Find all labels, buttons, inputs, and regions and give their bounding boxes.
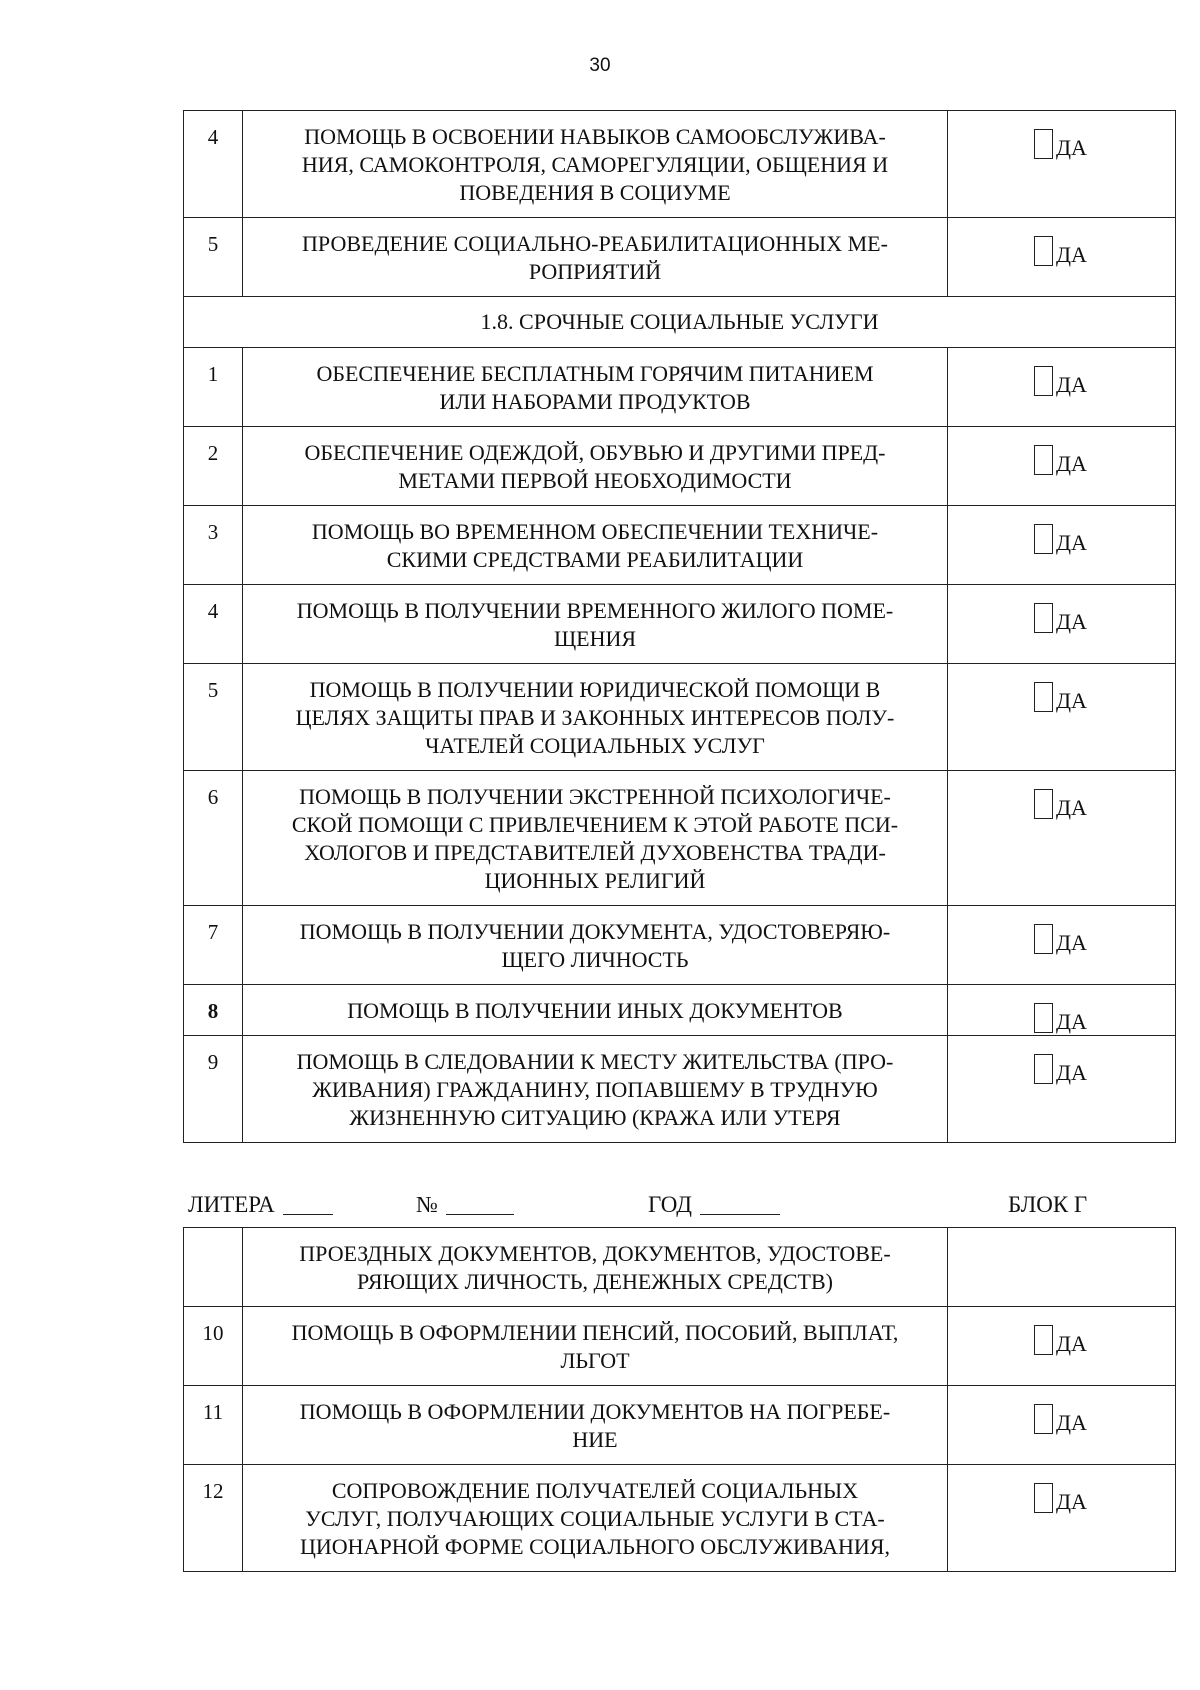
service-text-line: НИЯ, САМОКОНТРОЛЯ, САМОРЕГУЛЯЦИИ, ОБЩЕНИЯ И bbox=[301, 152, 889, 177]
answer-cell bbox=[948, 427, 1176, 506]
service-description bbox=[243, 218, 948, 297]
row-number: 1 bbox=[184, 348, 243, 427]
table-row bbox=[184, 1036, 1176, 1143]
service-text-line: РЯЮЩИХ ЛИЧНОСТЬ, ДЕНЕЖНЫХ СРЕДСТВ) bbox=[357, 1269, 833, 1294]
checkbox-label: ДА bbox=[1056, 795, 1087, 820]
service-description bbox=[243, 1307, 948, 1386]
services-table-1 bbox=[183, 110, 1176, 1143]
checkbox-square[interactable] bbox=[1034, 1003, 1053, 1033]
checkbox-square[interactable] bbox=[1034, 1325, 1053, 1355]
service-description bbox=[243, 985, 948, 1036]
service-text-line: ПОМОЩЬ ВО ВРЕМЕННОМ ОБЕСПЕЧЕНИИ ТЕХНИЧЕ- bbox=[311, 519, 879, 544]
service-text-line: ИЛИ НАБОРАМИ ПРОДУКТОВ bbox=[439, 389, 751, 414]
service-description bbox=[243, 906, 948, 985]
answer-cell bbox=[948, 771, 1176, 906]
page-number: 30 bbox=[589, 55, 611, 76]
row-number: 11 bbox=[184, 1386, 243, 1465]
yes-checkbox[interactable] bbox=[1034, 603, 1175, 633]
row-number: 12 bbox=[184, 1465, 243, 1572]
litera-blank[interactable] bbox=[283, 1192, 333, 1215]
litera-field[interactable] bbox=[188, 1192, 275, 1218]
service-text-line: ЖИВАНИЯ) ГРАЖДАНИНУ, ПОПАВШЕМУ В ТРУДНУЮ bbox=[312, 1077, 878, 1102]
answer-cell bbox=[948, 1036, 1176, 1143]
table-row bbox=[184, 111, 1176, 218]
block-header bbox=[188, 1192, 1108, 1222]
yes-checkbox[interactable] bbox=[1034, 524, 1175, 554]
answer-cell bbox=[948, 111, 1176, 218]
service-text-line: ЦИОННЫХ РЕЛИГИЙ bbox=[484, 868, 706, 893]
checkbox-label: ДА bbox=[1056, 609, 1087, 634]
table-row bbox=[184, 906, 1176, 985]
table-row bbox=[184, 985, 1176, 1036]
checkbox-square[interactable] bbox=[1034, 603, 1053, 633]
checkbox-square[interactable] bbox=[1034, 445, 1053, 475]
table-row bbox=[184, 1228, 1176, 1307]
yes-checkbox[interactable] bbox=[1034, 1483, 1175, 1513]
table-row bbox=[184, 348, 1176, 427]
answer-cell bbox=[948, 1228, 1176, 1307]
yes-checkbox[interactable] bbox=[1034, 236, 1175, 266]
checkbox-square[interactable] bbox=[1034, 924, 1053, 954]
row-number: 8 bbox=[184, 985, 243, 1036]
table-row bbox=[184, 218, 1176, 297]
checkbox-square[interactable] bbox=[1034, 789, 1053, 819]
service-text-line: ПРОВЕДЕНИЕ СОЦИАЛЬНО-РЕАБИЛИТАЦИОННЫХ МЕ- bbox=[302, 231, 888, 256]
service-text-line: СКОЙ ПОМОЩИ С ПРИВЛЕЧЕНИЕМ К ЭТОЙ РАБОТЕ ПСИ- bbox=[291, 812, 899, 837]
yes-checkbox[interactable] bbox=[1034, 129, 1175, 159]
section-title: 1.8. СРОЧНЫЕ СОЦИАЛЬНЫЕ УСЛУГИ bbox=[184, 297, 1176, 348]
service-text-line: СОПРОВОЖДЕНИЕ ПОЛУЧАТЕЛЕЙ СОЦИАЛЬНЫХ bbox=[331, 1478, 859, 1503]
yes-checkbox[interactable] bbox=[1034, 789, 1175, 819]
service-text-line: ЧАТЕЛЕЙ СОЦИАЛЬНЫХ УСЛУГ bbox=[425, 733, 765, 758]
yes-checkbox[interactable] bbox=[1034, 1325, 1175, 1355]
answer-cell bbox=[948, 664, 1176, 771]
service-text-line: ОБЕСПЕЧЕНИЕ БЕСПЛАТНЫМ ГОРЯЧИМ ПИТАНИЕМ bbox=[316, 361, 874, 386]
answer-cell bbox=[948, 1386, 1176, 1465]
service-description bbox=[243, 585, 948, 664]
yes-checkbox[interactable] bbox=[1034, 924, 1175, 954]
checkbox-label: ДА bbox=[1056, 1489, 1087, 1514]
number-blank[interactable] bbox=[446, 1192, 514, 1215]
block-label: БЛОК Г bbox=[1008, 1192, 1088, 1217]
service-description bbox=[243, 1386, 948, 1465]
service-text-line: ЖИЗНЕННУЮ СИТУАЦИЮ (КРАЖА ИЛИ УТЕРЯ bbox=[349, 1105, 841, 1130]
services-table-2 bbox=[183, 1227, 1176, 1572]
checkbox-square[interactable] bbox=[1034, 682, 1053, 712]
yes-checkbox[interactable] bbox=[1034, 445, 1175, 475]
answer-cell bbox=[948, 585, 1176, 664]
table-row bbox=[184, 427, 1176, 506]
service-text-line: ЩЕГО ЛИЧНОСТЬ bbox=[501, 947, 689, 972]
service-text-line: СКИМИ СРЕДСТВАМИ РЕАБИЛИТАЦИИ bbox=[386, 547, 804, 572]
service-text-line: УСЛУГ, ПОЛУЧАЮЩИХ СОЦИАЛЬНЫЕ УСЛУГИ В СТА- bbox=[305, 1506, 885, 1531]
checkbox-label: ДА bbox=[1056, 242, 1087, 267]
service-text-line: ПОМОЩЬ В ПОЛУЧЕНИИ ЭКСТРЕННОЙ ПСИХОЛОГИЧЕ- bbox=[299, 784, 891, 809]
row-number bbox=[184, 1228, 243, 1307]
number-field[interactable] bbox=[416, 1192, 438, 1218]
answer-cell bbox=[948, 1465, 1176, 1572]
service-description bbox=[243, 427, 948, 506]
number-label: № bbox=[416, 1192, 438, 1217]
year-field[interactable] bbox=[648, 1192, 692, 1218]
service-text-line: ХОЛОГОВ И ПРЕДСТАВИТЕЛЕЙ ДУХОВЕНСТВА ТРАДИ- bbox=[304, 840, 886, 865]
table-row bbox=[184, 664, 1176, 771]
year-blank[interactable] bbox=[700, 1192, 780, 1215]
answer-cell bbox=[948, 985, 1176, 1036]
service-text-line: ПОМОЩЬ В ПОЛУЧЕНИИ ВРЕМЕННОГО ЖИЛОГО ПОМЕ- bbox=[296, 598, 894, 623]
service-text-line: ПОМОЩЬ В ПОЛУЧЕНИИ ИНЫХ ДОКУМЕНТОВ bbox=[347, 998, 843, 1023]
answer-cell bbox=[948, 218, 1176, 297]
service-text-line: ПОМОЩЬ В ПОЛУЧЕНИИ ДОКУМЕНТА, УДОСТОВЕРЯЮ- bbox=[299, 919, 891, 944]
service-text-line: ПОМОЩЬ В ОФОРМЛЕНИИ ПЕНСИЙ, ПОСОБИЙ, ВЫПЛАТ, bbox=[291, 1320, 899, 1345]
service-description bbox=[243, 664, 948, 771]
yes-checkbox[interactable] bbox=[1034, 1003, 1175, 1033]
service-text-line: ПОМОЩЬ В ПОЛУЧЕНИИ ЮРИДИЧЕСКОЙ ПОМОЩИ В bbox=[309, 677, 881, 702]
service-text-line: ПОВЕДЕНИЯ В СОЦИУМЕ bbox=[459, 180, 731, 205]
table-row bbox=[184, 1307, 1176, 1386]
checkbox-square[interactable] bbox=[1034, 1054, 1053, 1084]
yes-checkbox[interactable] bbox=[1034, 682, 1175, 712]
service-description bbox=[243, 1465, 948, 1572]
checkbox-label: ДА bbox=[1056, 930, 1087, 955]
checkbox-label: ДА bbox=[1056, 451, 1087, 476]
answer-cell bbox=[948, 906, 1176, 985]
yes-checkbox[interactable] bbox=[1034, 1404, 1175, 1434]
checkbox-square[interactable] bbox=[1034, 524, 1053, 554]
checkbox-label: ДА bbox=[1056, 530, 1087, 555]
section-row bbox=[184, 297, 1176, 348]
answer-cell bbox=[948, 348, 1176, 427]
checkbox-square[interactable] bbox=[1034, 366, 1053, 396]
service-description bbox=[243, 1228, 948, 1307]
service-text-line: ПРОЕЗДНЫХ ДОКУМЕНТОВ, ДОКУМЕНТОВ, УДОСТОВЕ- bbox=[299, 1241, 891, 1266]
litera-label: ЛИТЕРА bbox=[188, 1192, 275, 1217]
service-description bbox=[243, 348, 948, 427]
row-number: 10 bbox=[184, 1307, 243, 1386]
yes-checkbox[interactable] bbox=[1034, 1054, 1175, 1084]
row-number: 2 bbox=[184, 427, 243, 506]
row-number: 7 bbox=[184, 906, 243, 985]
answer-cell bbox=[948, 1307, 1176, 1386]
row-number: 6 bbox=[184, 771, 243, 906]
checkbox-label: ДА bbox=[1056, 135, 1087, 160]
checkbox-label: ДА bbox=[1056, 1331, 1087, 1356]
checkbox-square[interactable] bbox=[1034, 1404, 1053, 1434]
checkbox-label: ДА bbox=[1056, 1410, 1087, 1435]
service-text-line: МЕТАМИ ПЕРВОЙ НЕОБХОДИМОСТИ bbox=[398, 468, 792, 493]
table-row bbox=[184, 585, 1176, 664]
checkbox-label: ДА bbox=[1056, 688, 1087, 713]
service-text-line: НИЕ bbox=[572, 1427, 618, 1452]
checkbox-label: ДА bbox=[1056, 372, 1087, 397]
service-description bbox=[243, 506, 948, 585]
service-description bbox=[243, 1036, 948, 1143]
checkbox-square[interactable] bbox=[1034, 129, 1053, 159]
table-row bbox=[184, 506, 1176, 585]
row-number: 3 bbox=[184, 506, 243, 585]
checkbox-square[interactable] bbox=[1034, 1483, 1053, 1513]
service-text-line: ЦЕЛЯХ ЗАЩИТЫ ПРАВ И ЗАКОННЫХ ИНТЕРЕСОВ ПОЛУ- bbox=[295, 705, 895, 730]
table-row bbox=[184, 1386, 1176, 1465]
service-description bbox=[243, 111, 948, 218]
checkbox-label: ДА bbox=[1056, 1009, 1087, 1034]
service-text-line: ПОМОЩЬ В ОСВОЕНИИ НАВЫКОВ САМООБСЛУЖИВА- bbox=[304, 124, 886, 149]
table-row bbox=[184, 771, 1176, 906]
row-number: 5 bbox=[184, 664, 243, 771]
row-number: 4 bbox=[184, 111, 243, 218]
table-row bbox=[184, 1465, 1176, 1572]
year-label: ГОД bbox=[648, 1192, 692, 1217]
service-text-line: ОБЕСПЕЧЕНИЕ ОДЕЖДОЙ, ОБУВЬЮ И ДРУГИМИ ПРЕД- bbox=[304, 440, 886, 465]
service-text-line: ЛЬГОТ bbox=[560, 1348, 630, 1373]
row-number: 9 bbox=[184, 1036, 243, 1143]
service-text-line: ЩЕНИЯ bbox=[553, 626, 637, 651]
yes-checkbox[interactable] bbox=[1034, 366, 1175, 396]
service-text-line: ПОМОЩЬ В СЛЕДОВАНИИ К МЕСТУ ЖИТЕЛЬСТВА (ПРО- bbox=[296, 1049, 894, 1074]
service-text-line: ПОМОЩЬ В ОФОРМЛЕНИИ ДОКУМЕНТОВ НА ПОГРЕБЕ- bbox=[299, 1399, 891, 1424]
service-text-line: ЦИОНАРНОЙ ФОРМЕ СОЦИАЛЬНОГО ОБСЛУЖИВАНИЯ, bbox=[300, 1534, 890, 1559]
row-number: 5 bbox=[184, 218, 243, 297]
checkbox-label: ДА bbox=[1056, 1060, 1087, 1085]
service-text-line: РОПРИЯТИЙ bbox=[528, 259, 662, 284]
checkbox-square[interactable] bbox=[1034, 236, 1053, 266]
answer-cell bbox=[948, 506, 1176, 585]
service-description bbox=[243, 771, 948, 906]
row-number: 4 bbox=[184, 585, 243, 664]
